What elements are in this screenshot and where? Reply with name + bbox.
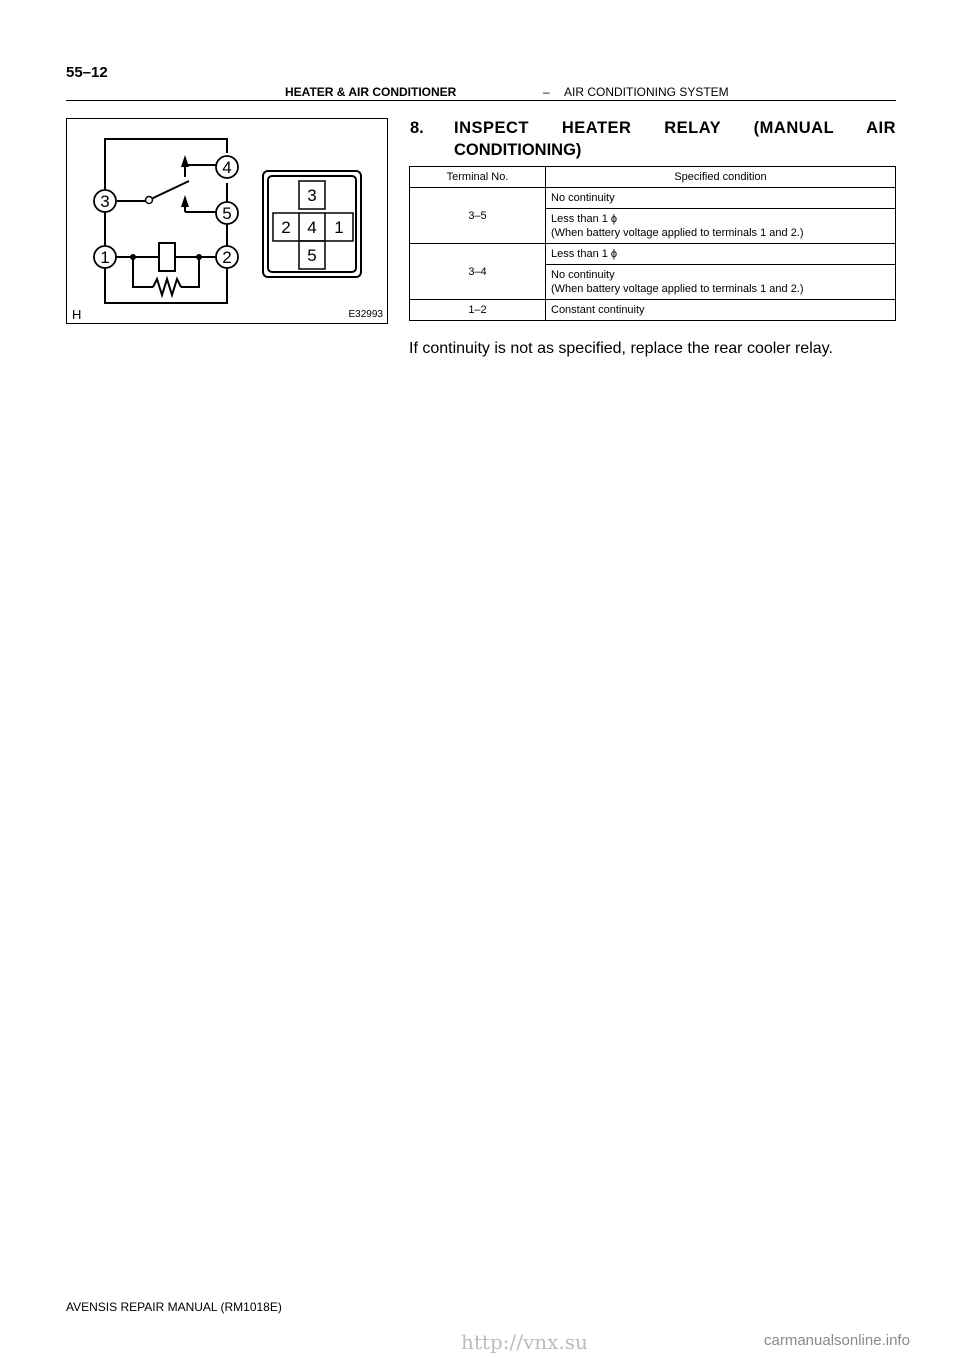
condition-text: (When battery voltage applied to terminals 1 and 2.)	[551, 283, 804, 295]
condition-text: Less than 1 ϕ	[551, 213, 618, 225]
step-number: 8.	[410, 119, 424, 137]
figure-code: E32993	[348, 309, 383, 320]
column-header: Terminal No.	[410, 167, 546, 188]
table-row	[410, 188, 896, 209]
condition-text: (When battery voltage applied to terminals 1 and 2.)	[551, 227, 804, 239]
watermark-url[interactable]: http://vnx.su	[461, 1330, 588, 1354]
terminal-label: 3	[100, 192, 110, 211]
spec-table	[409, 166, 896, 321]
connector-pin-label: 2	[281, 218, 291, 237]
terminal-label: 2	[222, 248, 232, 267]
condition-cell	[546, 265, 896, 300]
relay-diagram	[66, 118, 388, 324]
condition-cell: Constant continuity	[546, 300, 896, 321]
connector-pin-label: 3	[307, 186, 317, 205]
terminal-cell: 3–4	[410, 244, 546, 300]
step-title-line1: INSPECT HEATER RELAY (MANUAL AIR	[454, 119, 896, 137]
terminal-label: 4	[222, 158, 232, 177]
table-row	[410, 300, 896, 321]
watermark-site[interactable]: carmanualsonline.info	[764, 1332, 910, 1349]
figure-mark: H	[72, 307, 82, 322]
condition-cell: Less than 1 ϕ	[546, 244, 896, 265]
condition-text: No continuity	[551, 269, 615, 281]
step-title-line2: CONDITIONING)	[454, 141, 582, 159]
terminal-label: 1	[100, 248, 110, 267]
terminal-cell: 3–5	[410, 188, 546, 244]
connector-pin-label: 1	[334, 218, 344, 237]
connector-pin-label: 5	[307, 246, 317, 265]
section-title: HEATER & AIR CONDITIONER	[285, 85, 457, 99]
connector-pin-label: 4	[307, 218, 317, 237]
instruction-note: If continuity is not as specified, replace the rear cooler relay.	[409, 340, 833, 357]
page-number: 55–12	[66, 64, 108, 81]
relay-circuit-svg	[67, 119, 389, 325]
column-header: Specified condition	[546, 167, 896, 188]
running-header	[66, 86, 896, 101]
header-separator: –	[543, 85, 550, 99]
subsection-title: AIR CONDITIONING SYSTEM	[564, 85, 729, 99]
terminal-cell: 1–2	[410, 300, 546, 321]
table-header-row	[410, 167, 896, 188]
page-footer: AVENSIS REPAIR MANUAL (RM1018E)	[66, 1300, 282, 1314]
condition-cell: No continuity	[546, 188, 896, 209]
condition-cell	[546, 209, 896, 244]
table-row	[410, 244, 896, 265]
terminal-label: 5	[222, 204, 232, 223]
